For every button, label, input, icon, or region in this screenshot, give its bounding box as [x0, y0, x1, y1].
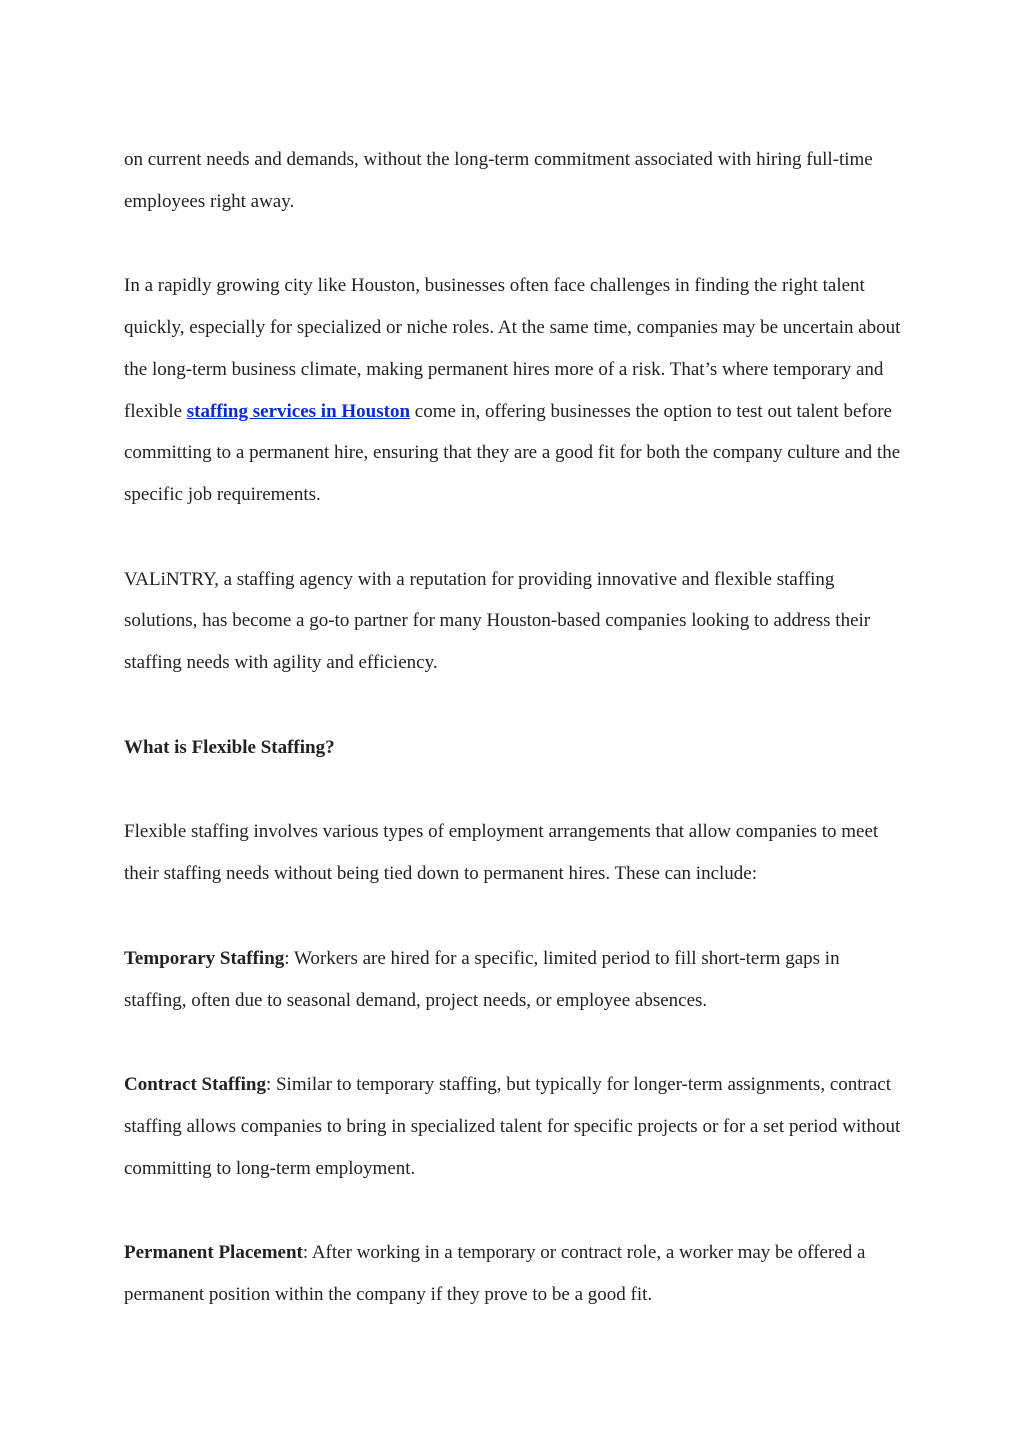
paragraph-houston-challenges [124, 265, 902, 515]
staffing-services-link[interactable]: staffing services in Houston [186, 400, 411, 422]
list-item-contract-staffing [124, 1064, 902, 1189]
list-item-permanent-placement [124, 1232, 902, 1315]
section-heading: What is Flexible Staffing? [124, 736, 335, 758]
term-label: Permanent Placement [124, 1242, 303, 1264]
paragraph-text-before-link: In a rapidly growing city like Houston, businesses often face challenges in finding the right talent quickly, especially for specialized or niche roles. At the same time, companies may be uncertain about the long-term business climate, making permanent hires more of a risk. That’s where temporary and flexible [124, 275, 901, 422]
paragraph-text-after-link: come in, offering businesses the option to test out talent before committing to a permanent hire, ensuring that they are a good fit for both the company culture and the specific job requirements. [124, 400, 901, 505]
term-description: : Workers are hired for a specific, limited period to fill short-term gaps in staffing, often due to seasonal demand, project needs, or employee absences. [124, 947, 840, 1011]
paragraph-flexible-staffing-definition: Flexible staffing involves various types of employment arrangements that allow companies to meet their staffing needs without being tied down to permanent hires. These can include: [124, 821, 879, 885]
term-label: Temporary Staffing [124, 947, 285, 969]
term-description: : Similar to temporary staffing, but typically for longer-term assignments, contract staffing allows companies to bring in specialized talent for specific projects or for a set period without committing to long-term employment. [124, 1074, 901, 1179]
term-label: Contract Staffing [124, 1074, 266, 1096]
paragraph-intro-continuation: on current needs and demands, without the long-term commitment associated with hiring full-time employees right away. [124, 149, 873, 212]
list-item-temporary-staffing [124, 938, 902, 1021]
paragraph-valintry: VALiNTRY, a staffing agency with a reputation for providing innovative and flexible staffing solutions, has become a go-to partner for many Houston-based companies looking to address their staffing needs with agility and efficiency. [124, 568, 871, 674]
document-body [124, 139, 902, 1359]
term-description: : After working in a temporary or contract role, a worker may be offered a permanent position within the company if they prove to be a good fit. [124, 1242, 866, 1306]
